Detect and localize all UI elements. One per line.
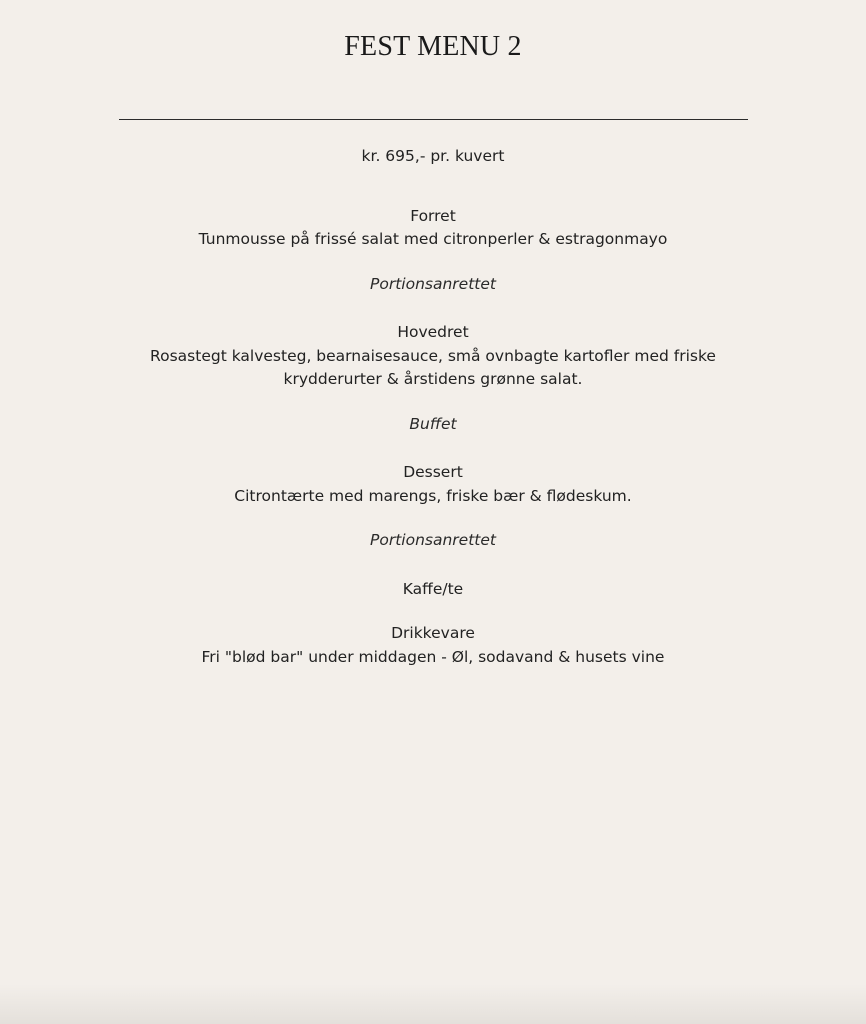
course-description-drikkevare: Fri "blød bar" under middagen - Øl, sodavand & husets vine — [201, 647, 665, 666]
title-divider — [119, 119, 748, 120]
course-name-forret: Forret — [410, 206, 456, 225]
service-note-dessert: Portionsanrettet — [370, 531, 496, 549]
course-name-drikkevare: Drikkevare — [391, 624, 475, 642]
course-name-hovedret: Hovedret — [397, 323, 469, 341]
course-kaffe — [0, 578, 866, 602]
course-description-forret: Tunmousse på frissé salat med citronperler & estragonmayo — [198, 230, 668, 248]
bottom-shadow — [0, 984, 866, 1024]
course-name-dessert: Dessert — [403, 463, 463, 481]
course-forret — [0, 205, 866, 252]
course-hovedret — [0, 321, 866, 392]
service-note-forret: Portionsanrettet — [370, 274, 496, 293]
course-description-dessert: Citrontærte med marengs, friske bær & flødeskum. — [234, 486, 632, 505]
price-line: kr. 695,- pr. kuvert — [361, 147, 505, 165]
course-drikkevare — [0, 622, 866, 669]
menu-content — [0, 145, 866, 690]
menu-title: FEST MENU 2 — [344, 31, 522, 62]
service-note-hovedret: Buffet — [409, 414, 457, 433]
course-name-kaffe: Kaffe/te — [402, 579, 464, 598]
course-dessert — [0, 461, 866, 508]
course-description-hovedret: Rosastegt kalvesteg, bearnaisesauce, små ovnbagte kartofler med friske krydderurter & årstidens grønne salat. — [150, 346, 716, 388]
